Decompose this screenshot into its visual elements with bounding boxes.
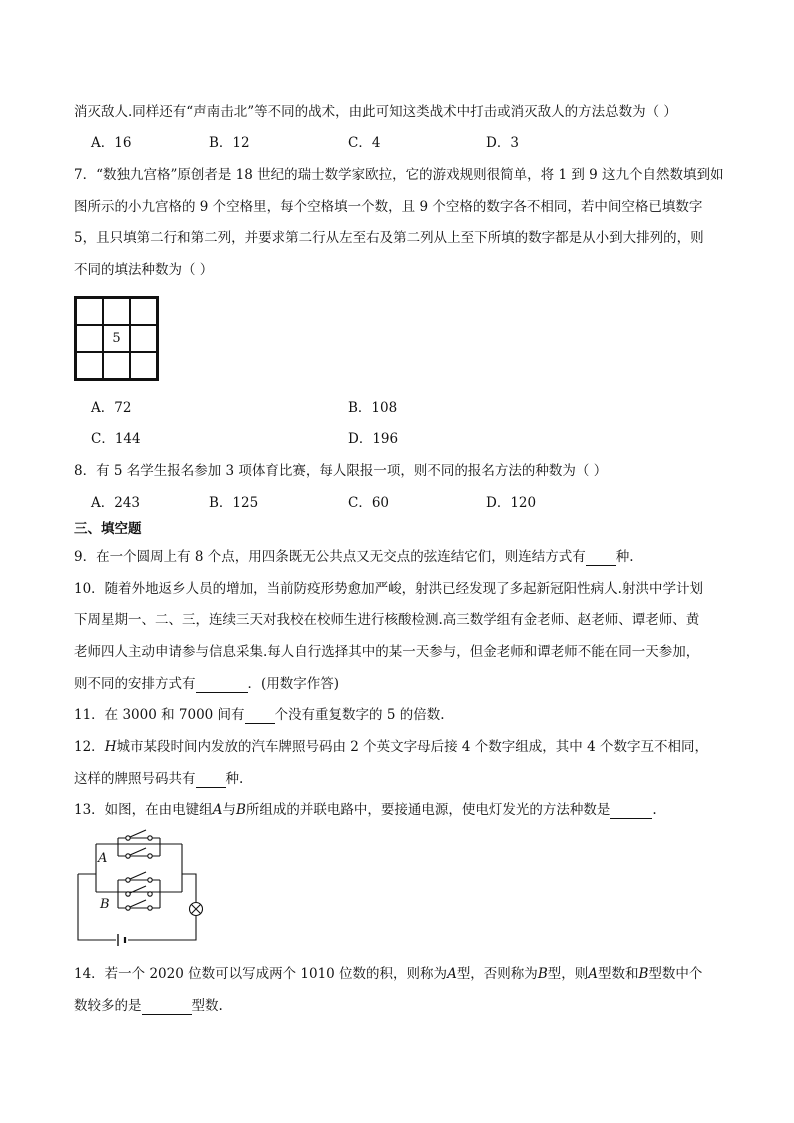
q13-b: B [235,802,246,818]
switch-blade-icon [130,830,146,837]
q13-p2: 与 [222,802,236,818]
q14-part: 14．若一个 2020 位数可以写成两个 1010 位数的积，则称为 [74,966,448,982]
q9-before: 9．在一个圆周上有 8 个点，用四条既无公共点又无交点的弦连结它们，则连结方式有 [74,549,586,565]
q7-option-c: C．144 [91,431,141,447]
q14-var-a: A [447,966,457,982]
q6-option-d: D．3 [486,135,519,151]
circuit-wire-left [78,874,116,940]
q8-option-a: A．243 [91,495,141,511]
q7-option-d: D．196 [348,431,399,447]
q8-option-b: B．125 [209,495,259,511]
circuit-label-a: A [98,851,108,866]
q10-last-before: 则不同的安排方式有 [74,676,196,692]
q8-text: 8．有 5 名学生报名参加 3 项体育比赛，每人限报一项，则不同的报名方法的种数为（ ） [74,463,608,479]
q7-line-1: 7．“数独九宫格”原创者是 18 世纪的瑞士数学家欧拉，它的游戏规则很简单，将 1 到 9 这九个自然数填到如 [74,167,724,183]
q9-after: 种. [615,549,634,565]
q13-p4: . [652,802,657,818]
q14-before: 数较多的是 [74,998,142,1014]
q6-text: 消灭敌人.同样还有“声南击北”等不同的战术，由此可知这类战术中打击或消灭敌人的方法总数为（ ） [74,104,677,120]
q12-after: 种. [225,771,244,787]
circuit-wire-bottom [128,916,196,940]
q14-after: 型数. [191,998,223,1014]
grid-cell [103,352,130,379]
q14-part: 型，否则称为 [456,966,538,982]
answer-blank [610,804,652,819]
answer-blank [196,678,248,693]
q10-line-3: 老师四人主动申请参与信息采集.每人自行选择其中的某一天参与，但金老师和谭老师不能在同一天参加， [74,644,700,660]
q7-line-4: 不同的填法种数为（ ） [74,262,214,278]
grid-cell [76,352,103,379]
q13-text [74,801,657,819]
q13-p1: 13．如图，在由电键组 [74,802,213,818]
grid-cell-center: 5 [103,325,130,352]
q7-option-b: B．108 [348,400,398,416]
q9-text [74,548,634,566]
answer-blank [142,1000,192,1015]
q12-before: 这样的牌照号码共有 [74,771,196,787]
grid-cell [103,298,130,325]
q13-p3: 所组成的并联电路中，要接通电源，使电灯发光的方法种数是 [245,802,611,818]
section-heading: 三、填空题 [74,521,142,537]
q7-line-2: 图所示的小九宫格的 9 个空格里，每个空格填一个数，且 9 个空格的数字各不相同，若中间空格已填数字 [74,199,703,215]
q14-line-1 [74,965,702,983]
answer-blank [245,709,275,724]
grid-cell [76,298,103,325]
sudoku-grid [74,296,159,381]
q14-var-b: B [638,966,649,982]
q7-option-a: A．72 [91,400,132,416]
answer-blank [196,773,226,788]
grid-cell [130,325,157,352]
q12-num: 12． [74,739,105,755]
q6-option-c: C．4 [348,135,381,151]
q13-a: A [212,802,223,818]
q11-text [74,706,445,724]
q8-option-d: D．120 [486,495,537,511]
q10-line-4 [74,675,339,693]
grid-cell [76,325,103,352]
q8-option-c: C．60 [348,495,390,511]
parallel-circuit-diagram [70,828,210,946]
q14-var-b: B [537,966,548,982]
answer-blank [586,551,616,566]
q12-line-2 [74,770,243,788]
q12-rest: 城市某段时间内发放的汽车牌照号码由 2 个英文字母后接 4 个数字组成，其中 4 个数字互不相同， [116,739,708,755]
q11-before: 11．在 3000 和 7000 间有 [74,707,245,723]
switch-contact-icon [126,836,130,840]
q6-option-a: A．16 [91,135,132,151]
q10-line-2: 下周星期一、二、三，连续三天对我校在校师生进行核酸检测.高三数学组有金老师、赵老师、谭老师、黄 [74,612,700,628]
q14-var-a: A [588,966,598,982]
q7-line-3: 5，且只填第二行和第二列，并要求第二行从左至右及第二列从上至下所填的数字都是从小到大排列的，则 [74,230,704,246]
grid-cell [130,298,157,325]
q6-option-b: B．12 [209,135,250,151]
q14-part: 型数中个 [648,966,703,982]
q14-part: 型，则 [547,966,589,982]
q10-last-after: ．(用数字作答) [247,676,340,692]
q12-var: H [104,739,117,755]
q11-after: 个没有重复数字的 5 的倍数. [274,707,445,723]
circuit-wire-right [182,874,196,902]
q12-line-1 [74,738,708,756]
q14-part: 型数和 [597,966,639,982]
circuit-label-b: B [100,897,110,912]
q10-line-1: 10．随着外地返乡人员的增加，当前防疫形势愈加严峻，射洪已经发现了多起新冠阳性病人.射洪中学计划 [74,581,703,597]
q14-line-2 [74,997,223,1015]
grid-cell [130,352,157,379]
